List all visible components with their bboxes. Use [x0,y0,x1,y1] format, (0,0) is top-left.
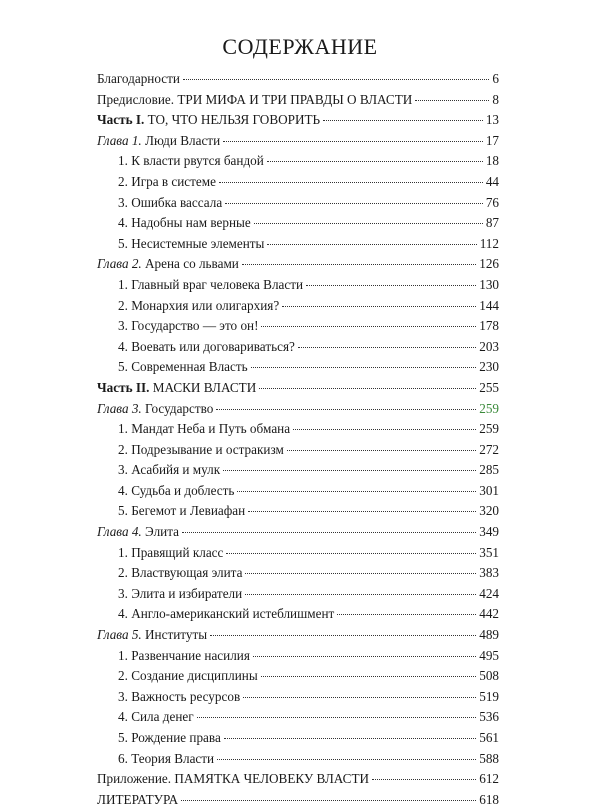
entry-title [118,193,222,214]
entry-title [118,357,248,378]
toc-subentry [97,275,499,296]
entry-title [97,790,178,810]
page-number: 519 [479,688,499,704]
entry-text: 2. Создание дисциплины [118,668,258,684]
toc-subentry [97,357,499,378]
toc-subentry [97,646,499,667]
entry-prefix: Глава 1. [97,132,142,148]
toc-subentry [97,440,499,461]
entry-text: 2. Подрезывание и остракизм [118,441,284,457]
toc-entry [97,90,499,111]
toc-entry [97,790,499,810]
dot-leader [267,161,483,162]
page-number: 17 [485,132,499,148]
dot-leader [253,656,476,657]
page-number: 87 [485,215,499,231]
entry-text: 3. Ошибка вассала [118,194,223,210]
entry-title [97,110,320,131]
entry-text: Арена со львами [141,256,239,272]
page-number: 351 [479,544,499,560]
page-number: 489 [479,627,499,643]
page-number: 424 [479,585,499,601]
dot-leader [245,573,476,574]
dot-leader [223,141,483,142]
entry-text: 4. Англо-американский истеблишмент [118,606,335,622]
page-number: 383 [479,565,499,581]
entry-text: Институты [141,627,208,643]
entry-text: Государство [141,400,214,416]
dot-leader [226,553,476,554]
page-number: 612 [479,771,499,787]
entry-title [118,275,303,296]
toc-subentry [97,316,499,337]
page-number: 8 [492,91,499,107]
entry-title [118,234,264,255]
dot-leader [267,244,476,245]
toc-subentry [97,501,499,522]
toc-subentry [97,296,499,317]
toc-entry [97,378,499,399]
toc-subentry [97,563,499,584]
entry-title [118,501,245,522]
page-title: СОДЕРЖАНИЕ [222,34,378,59]
page-number: 618 [479,791,499,807]
dot-leader [243,697,476,698]
page-number: 320 [479,503,499,519]
toc-entry [97,69,499,90]
entry-text: 2. Властвующая элита [118,565,243,581]
entry-title [118,440,284,461]
entry-title [118,419,290,440]
toc-entry [97,254,499,275]
page-number: 144 [479,297,499,313]
dot-leader [224,738,476,739]
entry-text: 3. Асабийя и мулк [118,462,221,478]
entry-title [97,131,220,152]
entry-title [97,90,412,111]
dot-leader [197,717,477,718]
toc-subentry [97,337,499,358]
dot-leader [182,532,476,533]
entry-title [97,254,239,275]
entry-title [97,69,180,90]
entry-text: 1. Развенчание насилия [118,647,250,663]
dot-leader [254,223,483,224]
entry-prefix: Часть I. [97,112,145,128]
dot-leader [282,306,476,307]
dot-leader [287,450,476,451]
entry-text: 3. Элита и избиратели [118,585,243,601]
dot-leader [415,100,489,101]
dot-leader [237,491,476,492]
toc-subentry [97,460,499,481]
dot-leader [261,676,476,677]
toc-subentry [97,749,499,770]
entry-title [97,522,179,543]
entry-title [118,707,194,728]
page-number: 442 [479,606,499,622]
page-number: 18 [485,153,499,169]
entry-prefix: Глава 5. [97,627,142,643]
entry-text: ТО, ЧТО НЕЛЬЗЯ ГОВОРИТЬ [144,112,321,128]
toc-entry [97,625,499,646]
entry-title [118,543,223,564]
toc-subentry [97,172,499,193]
dot-leader [242,264,476,265]
entry-text: 3. Важность ресурсов [118,688,241,704]
entry-title [118,604,334,625]
dot-leader [261,326,476,327]
entry-title [97,769,369,790]
entry-text: 4. Воевать или договариваться? [118,338,295,354]
entry-text: 4. Надобны нам верные [118,215,251,231]
dot-leader [293,429,476,430]
toc-entry [97,522,499,543]
page-number: 178 [479,318,499,334]
entry-text: 2. Монархия или олигархия? [118,297,280,313]
entry-text: 5. Современная Власть [118,359,248,375]
dot-leader [298,347,476,348]
page-number: 203 [479,338,499,354]
dot-leader [248,511,476,512]
toc-subentry [97,666,499,687]
dot-leader [210,635,476,636]
entry-title [97,625,207,646]
dot-leader [217,759,476,760]
page-number: 259 [479,421,499,437]
entry-title [118,728,221,749]
entry-text: Предисловие. ТРИ МИФА И ТРИ ПРАВДЫ О ВЛАСТИ [97,91,413,107]
entry-text: 1. Главный враг человека Власти [118,276,304,292]
page-number: 588 [479,750,499,766]
page-number: 301 [479,482,499,498]
entry-text: 1. Мандат Неба и Путь обмана [118,421,291,437]
entry-title [118,666,258,687]
entry-prefix: Глава 2. [97,256,142,272]
dot-leader [245,594,476,595]
entry-text: Люди Власти [141,132,221,148]
entry-title [118,749,214,770]
dot-leader [216,409,476,410]
entry-title [118,337,295,358]
page-number: 44 [485,173,499,189]
entry-text: 6. Теория Власти [118,750,215,766]
entry-title [97,378,256,399]
page-number: 272 [479,441,499,457]
entry-text: 5. Рождение права [118,730,221,745]
page-number: 126 [479,256,499,272]
page-number: 561 [479,730,499,745]
entry-text: 4. Судьба и доблесть [118,482,235,498]
dot-leader [372,779,476,780]
entry-title [118,563,242,584]
entry-prefix: Часть II. [97,379,150,395]
entry-text: Благодарности [97,71,180,86]
entry-text: 5. Бегемот и Левиафан [118,503,246,519]
entry-text: 1. К власти рвутся бандой [118,153,264,169]
dot-leader [251,367,477,368]
page-number: 349 [479,524,499,540]
toc-subentry [97,707,499,728]
entry-text: 3. Государство — это он! [118,318,259,334]
toc-subentry [97,604,499,625]
entry-prefix: Глава 3. [97,400,142,416]
dot-leader [259,388,476,389]
toc-subentry [97,728,499,749]
entry-text: 4. Сила денег [118,709,194,725]
page-number: 255 [479,379,499,395]
toc-subentry [97,193,499,214]
page-number: 112 [479,235,499,251]
entry-title [118,460,220,481]
page-number: 508 [479,668,499,684]
page-number: 536 [479,709,499,725]
dot-leader [183,79,489,80]
dot-leader [306,285,476,286]
table-of-contents [97,69,499,810]
page-number: 13 [485,112,499,128]
entry-text: Приложение. ПАМЯТКА ЧЕЛОВЕКУ ВЛАСТИ [97,771,370,787]
dot-leader [219,182,483,183]
page-number: 285 [479,462,499,478]
page-number: 130 [479,276,499,292]
toc-subentry [97,151,499,172]
page-number: 230 [479,359,499,375]
entry-title [118,584,242,605]
entry-title [118,151,264,172]
toc-entry [97,131,499,152]
dot-leader [323,120,483,121]
entry-title [97,399,213,420]
entry-text: ЛИТЕРАТУРА [97,791,179,807]
toc-subentry [97,543,499,564]
entry-title [118,172,216,193]
dot-leader [223,470,476,471]
entry-prefix: Глава 4. [97,524,142,540]
page-number: 76 [485,194,499,210]
page-number: 259 [479,400,499,416]
entry-title [118,316,258,337]
toc-entry [97,399,499,420]
toc-subentry [97,687,499,708]
toc-entry [97,110,499,131]
entry-text: 2. Игра в системе [118,173,216,189]
dot-leader [337,614,476,615]
page-number: 495 [479,647,499,663]
dot-leader [181,800,476,801]
entry-title [118,213,251,234]
dot-leader [225,203,483,204]
toc-subentry [97,481,499,502]
toc-subentry [97,213,499,234]
entry-text: МАСКИ ВЛАСТИ [149,379,257,395]
entry-title [118,687,240,708]
entry-text: 1. Правящий класс [118,544,224,560]
entry-title [118,481,234,502]
toc-subentry [97,234,499,255]
toc-subentry [97,419,499,440]
entry-title [118,296,279,317]
entry-title [118,646,250,667]
entry-text: Элита [141,524,179,540]
toc-subentry [97,584,499,605]
toc-entry [97,769,499,790]
page-number: 6 [492,71,499,86]
entry-text: 5. Несистемные элементы [118,235,265,251]
